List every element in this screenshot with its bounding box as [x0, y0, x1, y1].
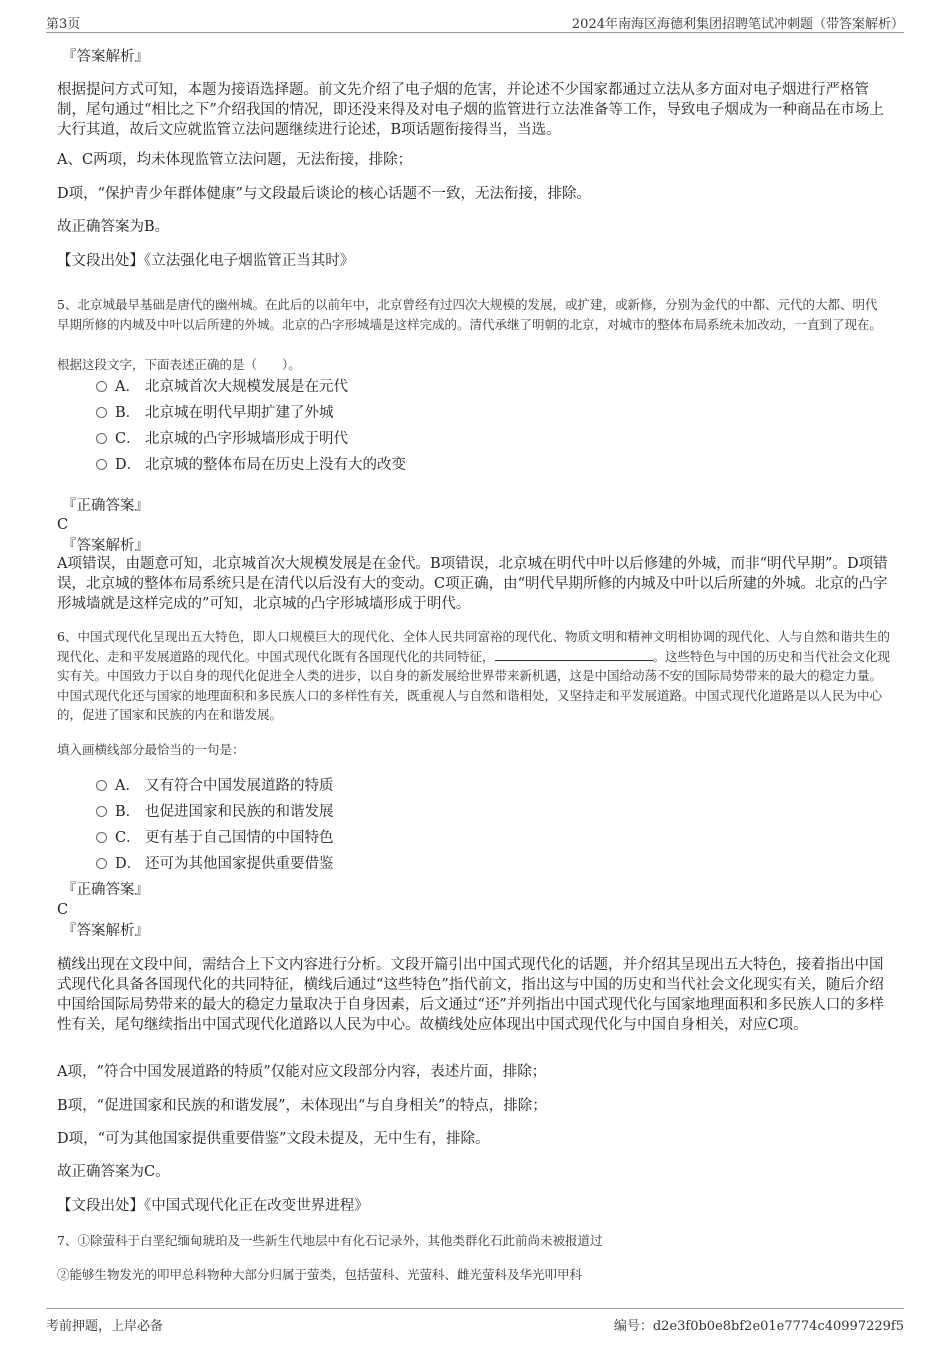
- q4-analysis-p3: D项，“保护青少年群体健康”与文段最后谈论的核心话题不一致，无法衔接，排除。: [57, 186, 591, 202]
- page-number: 第3页: [46, 17, 81, 32]
- footer-doc-id: 编号：d2e3f0b0e8bf2e01e7774c40997229f5: [613, 1319, 904, 1334]
- q6-analysis-p1: 横线出现在文段中间，需结合上下文内容进行分析。文段开篇引出中国式现代化的话题，并介绍其呈现出五大特色，接着指出中国式现代化具备各国现代化的共同特征，横线后通过“这些特色”指代前文，指出这与中国的历史和当代社会文化现实有关，随后介绍中国给国际局势带来的最大的稳定力量取决于自身因素，后文通过“还”并列指出中国式现代化与国家地理面积和多民族人口的多样性有关，尾句继续指出中国式现代化道路以人民为中心。故横线处应体现出中国式现代化与中国自身相关，对应C项。: [57, 957, 884, 1033]
- q5-stem: 5、北京城最早基础是唐代的幽州城。在此后的以前年中，北京曾经有过四次大规模的发展，或扩建，或新修，分别为金代的中都、元代的大都、明代早期所修的内城及中叶以后所建的外城。北京的凸字形城墙是这样完成的。清代承继了明朝的北京，对城市的整体布局系统未加改动，一直到了现在。: [57, 297, 883, 332]
- q5-option-a[interactable]: A． 北京城首次大规模发展是在元代: [96, 377, 348, 397]
- q6-answer-label: 『正确答案』: [62, 882, 149, 898]
- radio-icon[interactable]: [96, 806, 107, 817]
- q6-analysis-p2: A项，“符合中国发展道路的特质”仅能对应文段部分内容，表述片面，排除；: [57, 1064, 547, 1080]
- q4-analysis-label: 『答案解析』: [62, 49, 149, 65]
- q7-line2: ②能够生物发光的叩甲总科物种大部分归属于萤类，包括萤科、光萤科、雌光萤科及华光叩甲科: [57, 1267, 583, 1282]
- q6-answer: C: [57, 902, 69, 918]
- radio-icon[interactable]: [96, 407, 107, 418]
- radio-icon[interactable]: [96, 832, 107, 843]
- q4-analysis-p4: 故正确答案为B。: [57, 219, 170, 235]
- q4-source: 【文段出处】《立法强化电子烟监管正当其时》: [57, 253, 355, 269]
- q6-analysis-label: 『答案解析』: [62, 923, 149, 939]
- radio-icon[interactable]: [96, 381, 107, 392]
- q5-question: 根据这段文字，下面表述正确的是（ ）。: [57, 357, 301, 372]
- q4-analysis-p1: 根据提问方式可知，本题为接语选择题。前文先介绍了电子烟的危害，并论述不少国家都通过立法从多方面对电子烟进行严格管制，尾句通过“相比之下”介绍我国的情况，即还没来得及对电子烟的监管进行立法准备等工作，导致电子烟成为一种商品在市场上大行其道，故后文应就监管立法问题继续进行论述，B项话题衔接得当，当选。: [57, 82, 884, 138]
- radio-icon[interactable]: [96, 433, 107, 444]
- q7-line1: 7、①除萤科于白垩纪缅甸琥珀及一些新生代地层中有化石记录外，其他类群化石此前尚未被报道过: [57, 1233, 603, 1248]
- q6-stem: 6、中国式现代化呈现出五大特色，即人口规模巨大的现代化、全体人民共同富裕的现代化、物质文明和精神文明相协调的现代化、人与自然和谐共生的现代化、走和平发展道路的现代化。中国式现代化既有各国现代化的共同特征， 。这些特色与中国的历史和当代社会文化现实有关。中国致力于以自身的现代化促进全人类的进步，以自身的新发展给世界带来新机遇，这是中国给动荡不安的国际局势带来的最大的稳定力量。中国式现代化还与国家的地理面积和多民族人口的多样性有关，既重视人与自然和谐相处，又坚持走和平发展道路。中国式现代化道路是以人民为中心的，促进了国家和民族的内在和谐发展。: [57, 629, 891, 722]
- q6-analysis-p5: 故正确答案为C。: [57, 1164, 170, 1180]
- fill-blank: [495, 648, 653, 661]
- q5-answer: C: [57, 517, 69, 533]
- q5-option-b[interactable]: B． 北京城在明代早期扩建了外城: [96, 403, 334, 423]
- q6-question: 填入画横线部分最恰当的一句是：: [57, 742, 245, 757]
- page-footer: [46, 1308, 904, 1334]
- q5-answer-label: 『正确答案』: [62, 498, 149, 514]
- q5-analysis-label: 『答案解析』: [62, 538, 149, 554]
- q6-option-c[interactable]: C． 更有基于自己国情的中国特色: [96, 828, 334, 848]
- q6-option-a[interactable]: A． 又有符合中国发展道路的特质: [96, 776, 334, 796]
- q5-analysis: A项错误，由题意可知，北京城首次大规模发展是在金代。B项错误，北京城在明代中叶以后修建的外城，而非“明代早期”。D项错误，北京城的整体布局系统只是在清代以后没有大的变动。C项正确，由“明代早期所修的内城及中叶以后所建的外城。北京的凸字形城墙就是这样完成的”可知，北京城的凸字形城墙形成于明代。: [57, 556, 888, 612]
- q6-source: 【文段出处】《中国式现代化正在改变世界进程》: [57, 1198, 369, 1214]
- q6-option-b[interactable]: B． 也促进国家和民族的和谐发展: [96, 802, 334, 822]
- page-header: [46, 10, 904, 33]
- q6-option-d[interactable]: D． 还可为其他国家提供重要借鉴: [96, 854, 334, 874]
- radio-icon[interactable]: [96, 459, 107, 470]
- radio-icon[interactable]: [96, 780, 107, 791]
- q6-analysis-p3: B项，“促进国家和民族的和谐发展”，未体现出“与自身相关”的特点，排除；: [57, 1098, 547, 1114]
- footer-slogan: 考前押题，上岸必备: [46, 1319, 164, 1334]
- document-title: 2024年南海区海德利集团招聘笔试冲刺题（带答案解析）: [571, 17, 904, 32]
- q5-option-d[interactable]: D． 北京城的整体布局在历史上没有大的改变: [96, 455, 406, 475]
- q4-analysis-p2: A、C两项，均未体现监管立法问题，无法衔接，排除；: [57, 152, 413, 168]
- q5-option-c[interactable]: C． 北京城的凸字形城墙形成于明代: [96, 429, 348, 449]
- q6-analysis-p4: D项，“可为其他国家提供重要借鉴”文段未提及，无中生有，排除。: [57, 1131, 490, 1147]
- radio-icon[interactable]: [96, 858, 107, 869]
